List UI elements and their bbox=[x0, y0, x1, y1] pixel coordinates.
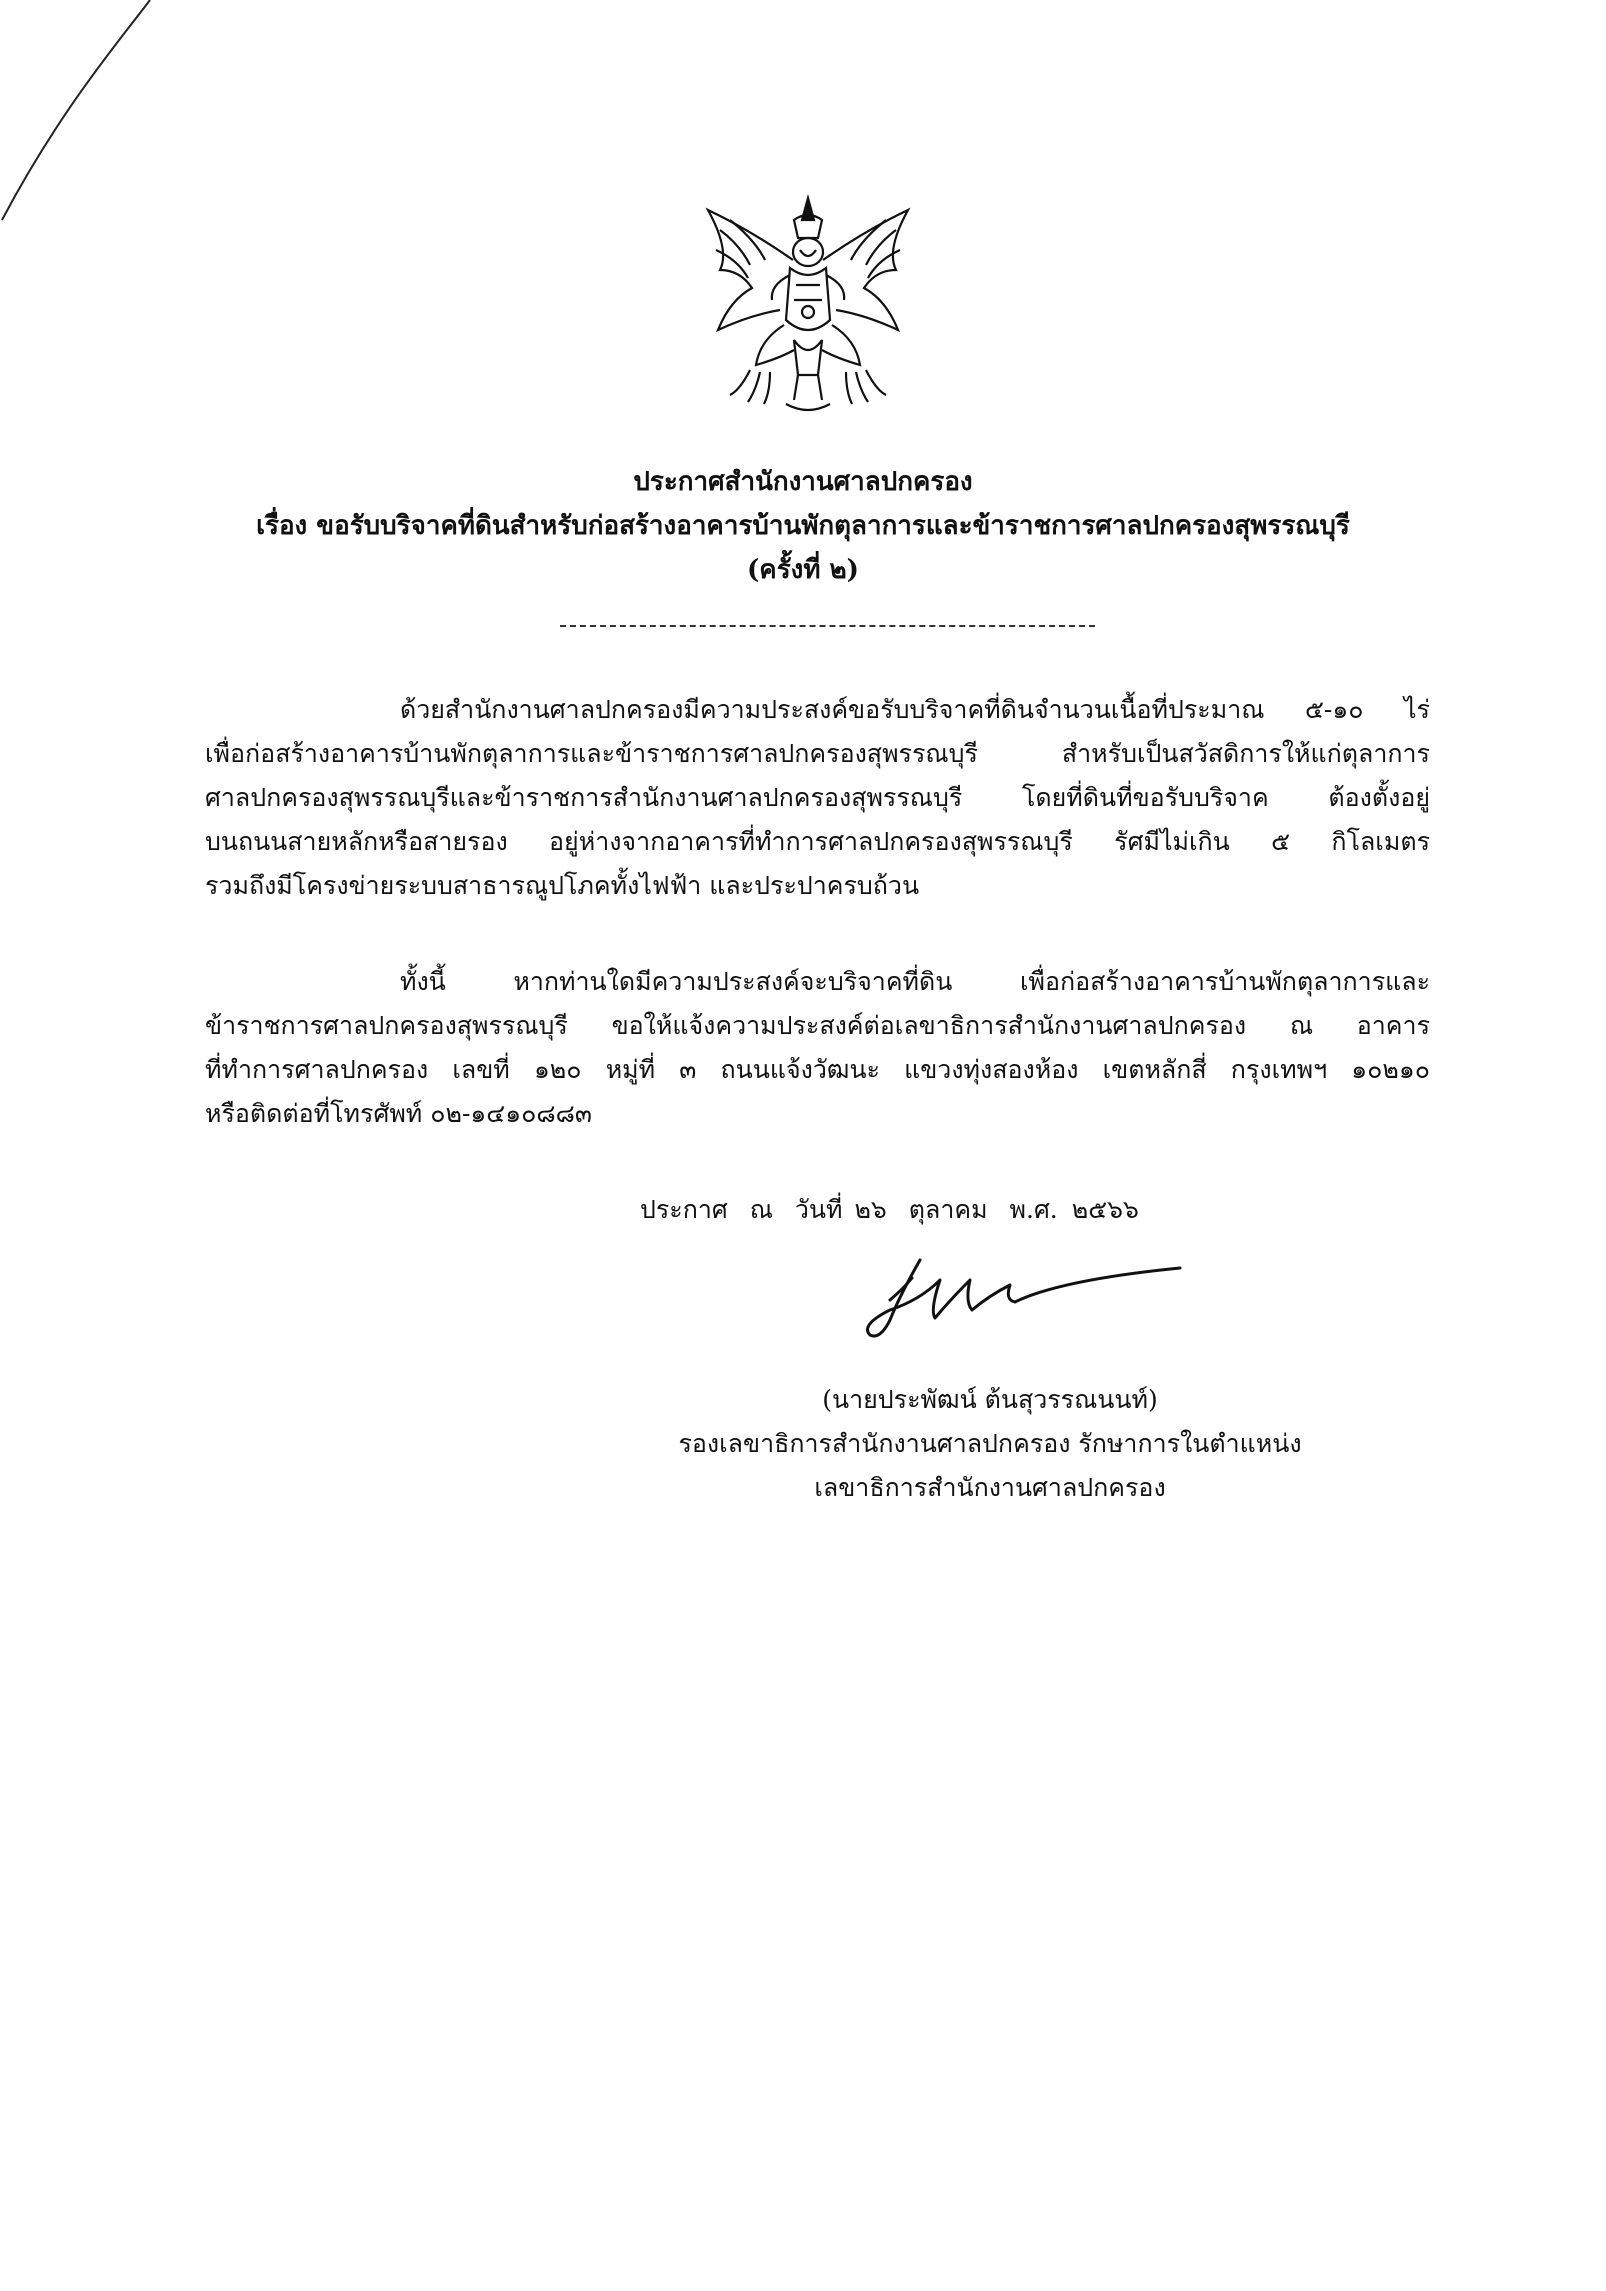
announcement-header bbox=[180, 460, 1426, 592]
era-label: พ.ศ. bbox=[1009, 1195, 1058, 1224]
body-paragraph-2 bbox=[205, 960, 1430, 1136]
day-label: วันที่ bbox=[794, 1195, 843, 1224]
announcement-subject: เรื่อง ขอรับบริจาคที่ดินสำหรับก่อสร้างอาคารบ้านพักตุลาการและข้าราชการศาลปกครองสุพรรณบุรี bbox=[256, 511, 1350, 541]
paragraph-line: บนถนนสายหลักหรือสายรอง อยู่ห่างจากอาคารที่ทำการศาลปกครองสุพรรณบุรี รัศมีไม่เกิน ๕ กิโลเมตร bbox=[205, 827, 1430, 856]
signer-position-2: เลขาธิการสำนักงานศาลปกครอง bbox=[814, 1473, 1166, 1502]
signer-position-1: รองเลขาธิการสำนักงานศาลปกครอง รักษาการในตำแหน่ง bbox=[678, 1429, 1302, 1458]
title-divider bbox=[560, 625, 1095, 627]
stray-pen-mark bbox=[0, 0, 160, 240]
day-value: ๒๖ bbox=[854, 1195, 887, 1224]
body-paragraph-1 bbox=[205, 688, 1430, 908]
year-value: ๒๕๖๖ bbox=[1071, 1195, 1139, 1224]
paragraph-line: ด้วยสำนักงานศาลปกครองมีความประสงค์ขอรับบริจาคที่ดินจำนวนเนื้อที่ประมาณ ๕-๑๐ ไร่ bbox=[400, 695, 1430, 724]
announcement-title: ประกาศสำนักงานศาลปกครอง bbox=[633, 467, 973, 497]
paragraph-line: ทั้งนี้ หากท่านใดมีความประสงค์จะบริจาคที่ดิน เพื่อก่อสร้างอาคารบ้านพักตุลาการและ bbox=[400, 967, 1430, 996]
announcement-date bbox=[640, 1190, 1153, 1230]
announcement-round: (ครั้งที่ ๒) bbox=[747, 555, 859, 585]
paragraph-line: หรือติดต่อที่โทรศัพท์ ๐๒-๑๔๑๐๘๘๓ bbox=[205, 1099, 592, 1128]
signer-block bbox=[640, 1378, 1340, 1510]
month-value: ตุลาคม bbox=[908, 1195, 988, 1224]
garuda-emblem-icon bbox=[690, 190, 926, 420]
paragraph-line: ข้าราชการศาลปกครองสุพรรณบุรี ขอให้แจ้งความประสงค์ต่อเลขาธิการสำนักงานศาลปกครอง ณ อาคาร bbox=[205, 1011, 1430, 1040]
signer-name: (นายประพัฒน์ ต้นสุวรรณนนท์) bbox=[822, 1385, 1158, 1414]
paragraph-line: ที่ทำการศาลปกครอง เลขที่ ๑๒๐ หมู่ที่ ๓ ถนนแจ้งวัฒนะ แขวงทุ่งสองห้อง เขตหลักสี่ กรุงเทพฯ ๑๐๒๑๐ bbox=[205, 1055, 1430, 1084]
announce-label: ประกาศ bbox=[640, 1195, 728, 1224]
paragraph-line: ศาลปกครองสุพรรณบุรีและข้าราชการสำนักงานศาลปกครองสุพรรณบุรี โดยที่ดินที่ขอรับบริจาค ต้องตั้งอยู่ bbox=[205, 783, 1430, 812]
paragraph-line: รวมถึงมีโครงข่ายระบบสาธารณูปโภคทั้งไฟฟ้า และประปาครบถ้วน bbox=[205, 871, 920, 900]
announce-at: ณ bbox=[749, 1195, 773, 1224]
paragraph-line: เพื่อก่อสร้างอาคารบ้านพักตุลาการและข้าราชการศาลปกครองสุพรรณบุรี สำหรับเป็นสวัสดิการให้แก่ตุลาการ bbox=[205, 739, 1430, 768]
handwritten-signature bbox=[860, 1240, 1220, 1360]
